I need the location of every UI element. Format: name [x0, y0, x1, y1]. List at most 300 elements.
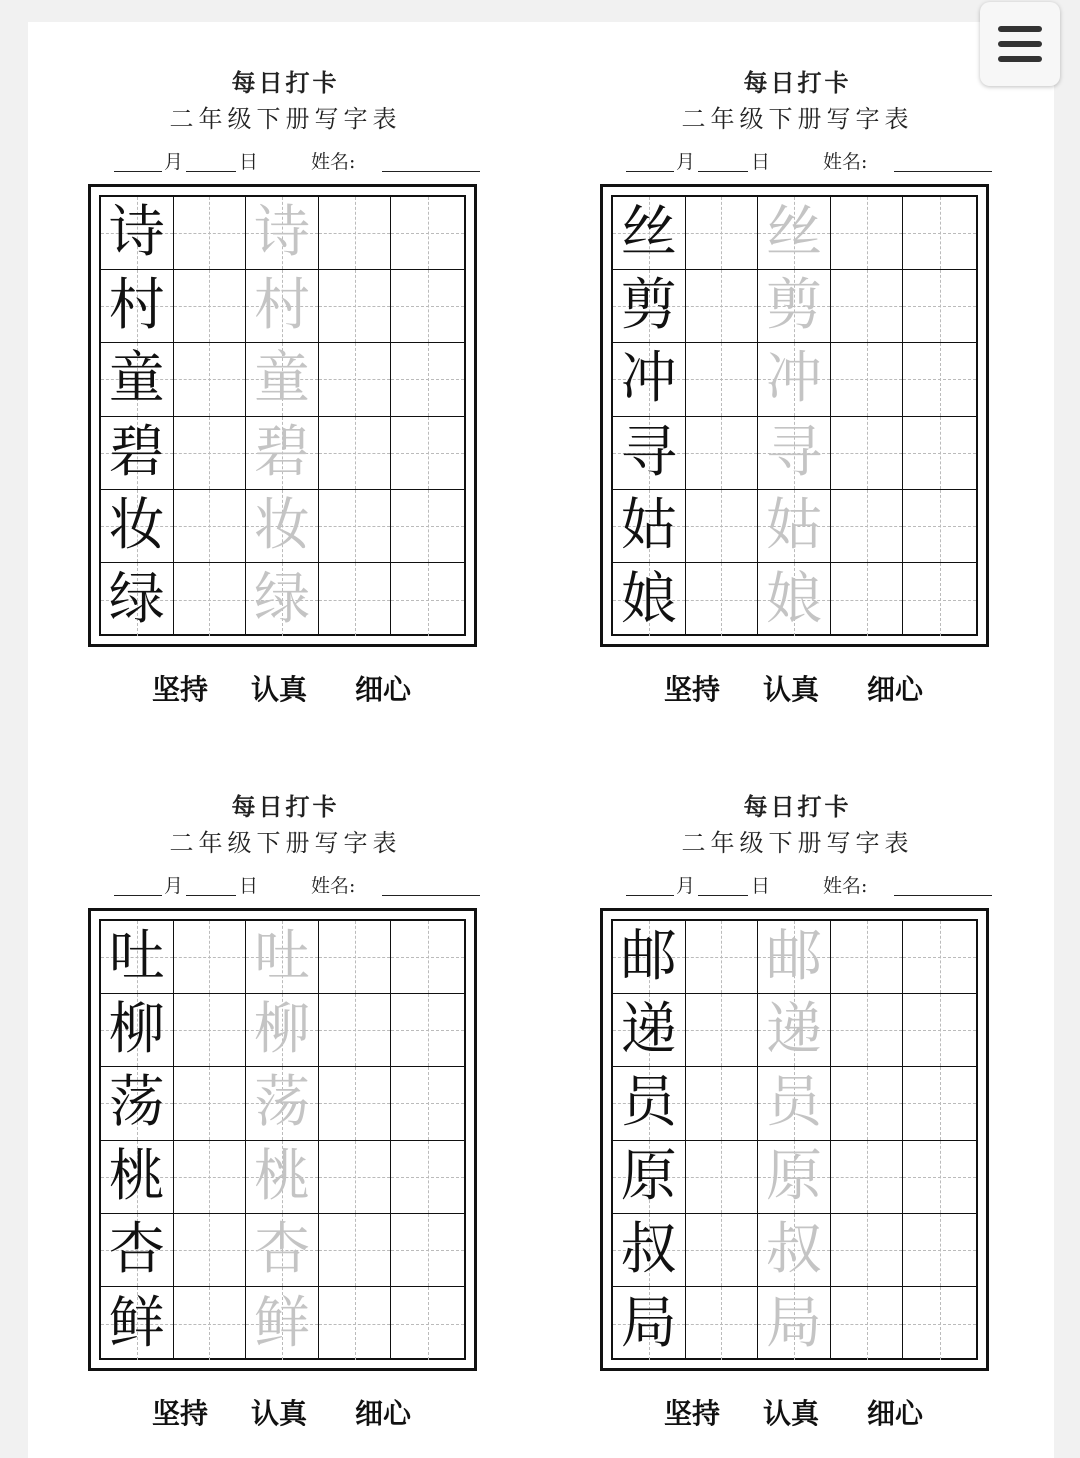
- grid-row: [613, 921, 976, 994]
- grid-cell[interactable]: [758, 1287, 831, 1360]
- model-character: 柳: [108, 997, 165, 1063]
- name-blank[interactable]: [894, 171, 992, 172]
- grid-cell[interactable]: [174, 921, 247, 994]
- writing-grid-inner: [611, 919, 978, 1360]
- guide-line-horizontal: [174, 306, 246, 307]
- motto-word: 坚持: [152, 1397, 209, 1430]
- worksheet-4: [600, 787, 1000, 1437]
- grid-cell[interactable]: [903, 1214, 976, 1287]
- guide-line-horizontal: [391, 1030, 464, 1031]
- guide-line-horizontal: [391, 526, 464, 527]
- grid-cell[interactable]: [391, 994, 464, 1067]
- grid-row: [613, 1214, 976, 1287]
- grid-cell[interactable]: [758, 921, 831, 994]
- grid-cell[interactable]: [101, 1067, 174, 1140]
- guide-line-horizontal: [903, 526, 976, 527]
- grid-cell[interactable]: [391, 1214, 464, 1287]
- grid-cell[interactable]: [903, 994, 976, 1067]
- month-label: 月: [164, 875, 184, 897]
- grid-cell[interactable]: [101, 1141, 174, 1214]
- guide-line-horizontal: [686, 526, 758, 527]
- model-character: 绿: [108, 566, 165, 632]
- grid-row: [613, 1287, 976, 1360]
- grid-cell[interactable]: [831, 563, 904, 636]
- trace-character: 递: [765, 997, 822, 1063]
- grid-cell[interactable]: [903, 1287, 976, 1360]
- motto-line: [660, 668, 960, 704]
- trace-character: 邮: [765, 924, 822, 990]
- guide-line-horizontal: [391, 1103, 464, 1104]
- grid-cell[interactable]: [686, 1067, 759, 1140]
- grid-cell[interactable]: [174, 1067, 247, 1140]
- day-blank[interactable]: [186, 171, 236, 172]
- guide-line-horizontal: [903, 957, 976, 958]
- motto-word: 细心: [867, 1397, 924, 1430]
- trace-character: 柳: [253, 997, 310, 1063]
- grid-cell[interactable]: [758, 1067, 831, 1140]
- grid-cell[interactable]: [319, 921, 392, 994]
- name-label: 姓名:: [311, 151, 356, 173]
- trace-character: 村: [253, 273, 310, 339]
- guide-line-horizontal: [686, 600, 758, 601]
- grid-cell[interactable]: [613, 1214, 686, 1287]
- grid-cell[interactable]: [613, 563, 686, 636]
- grid-cell[interactable]: [686, 1214, 759, 1287]
- grid-cell[interactable]: [613, 417, 686, 490]
- guide-line-horizontal: [831, 1030, 903, 1031]
- trace-character: 叔: [765, 1216, 822, 1282]
- model-character: 娘: [620, 566, 677, 632]
- grid-cell[interactable]: [391, 343, 464, 416]
- guide-line-horizontal: [391, 957, 464, 958]
- grid-row: [101, 921, 464, 994]
- month-label: 月: [164, 151, 184, 173]
- guide-line-horizontal: [391, 600, 464, 601]
- grid-cell[interactable]: [686, 270, 759, 343]
- grid-cell[interactable]: [391, 197, 464, 270]
- guide-line-horizontal: [903, 233, 976, 234]
- model-character: 员: [620, 1070, 677, 1136]
- grid-cell[interactable]: [174, 994, 247, 1067]
- grid-cell[interactable]: [174, 1214, 247, 1287]
- grid-cell[interactable]: [246, 1067, 319, 1140]
- grid-row: [613, 490, 976, 563]
- grid-cell[interactable]: [831, 490, 904, 563]
- grid-cell[interactable]: [391, 490, 464, 563]
- grid-cell[interactable]: [831, 1067, 904, 1140]
- model-character: 碧: [108, 419, 165, 485]
- model-character: 冲: [620, 346, 677, 412]
- grid-cell[interactable]: [319, 1067, 392, 1140]
- guide-line-horizontal: [903, 1177, 976, 1178]
- grid-cell[interactable]: [686, 343, 759, 416]
- grid-cell[interactable]: [246, 1141, 319, 1214]
- guide-line-horizontal: [174, 1250, 246, 1251]
- writing-grid: [600, 184, 989, 647]
- grid-row: [613, 417, 976, 490]
- grid-cell[interactable]: [903, 490, 976, 563]
- guide-line-horizontal: [831, 957, 903, 958]
- grid-cell[interactable]: [319, 1214, 392, 1287]
- guide-line-horizontal: [319, 957, 391, 958]
- grid-cell[interactable]: [758, 417, 831, 490]
- grid-row: [613, 1141, 976, 1214]
- model-character: 叔: [620, 1216, 677, 1282]
- day-label: 日: [751, 151, 771, 173]
- grid-cell[interactable]: [831, 417, 904, 490]
- guide-line-horizontal: [831, 379, 903, 380]
- grid-cell[interactable]: [101, 417, 174, 490]
- guide-line-horizontal: [686, 1103, 758, 1104]
- date-name-line: [114, 871, 484, 901]
- guide-line-horizontal: [319, 379, 391, 380]
- grid-cell[interactable]: [319, 417, 392, 490]
- grid-cell[interactable]: [391, 563, 464, 636]
- grid-cell[interactable]: [246, 921, 319, 994]
- grid-row: [613, 563, 976, 636]
- hamburger-menu-icon: [998, 26, 1042, 32]
- grid-row: [101, 1287, 464, 1360]
- guide-line-horizontal: [391, 306, 464, 307]
- guide-line-horizontal: [903, 306, 976, 307]
- grid-row: [101, 270, 464, 343]
- grid-cell[interactable]: [391, 1067, 464, 1140]
- grid-cell[interactable]: [101, 921, 174, 994]
- trace-character: 娘: [765, 566, 822, 632]
- grid-cell[interactable]: [319, 994, 392, 1067]
- trace-character: 杏: [253, 1216, 310, 1282]
- motto-word: 认真: [763, 1397, 820, 1430]
- guide-line-horizontal: [903, 600, 976, 601]
- grid-cell[interactable]: [174, 1141, 247, 1214]
- grid-cell[interactable]: [246, 343, 319, 416]
- grid-row: [613, 994, 976, 1067]
- grid-cell[interactable]: [613, 1287, 686, 1360]
- grid-cell[interactable]: [174, 417, 247, 490]
- grid-cell[interactable]: [903, 417, 976, 490]
- grid-row: [101, 197, 464, 270]
- grid-cell[interactable]: [686, 1141, 759, 1214]
- grid-cell[interactable]: [101, 270, 174, 343]
- motto-word: 细心: [867, 673, 924, 706]
- grid-cell[interactable]: [831, 994, 904, 1067]
- grid-cell[interactable]: [686, 197, 759, 270]
- grid-cell[interactable]: [613, 343, 686, 416]
- trace-character: 碧: [253, 419, 310, 485]
- guide-line-horizontal: [686, 1177, 758, 1178]
- motto-word: 坚持: [152, 673, 209, 706]
- trace-character: 妆: [253, 492, 310, 558]
- grid-cell[interactable]: [686, 921, 759, 994]
- guide-line-horizontal: [174, 957, 246, 958]
- day-blank[interactable]: [698, 895, 748, 896]
- grid-cell[interactable]: [246, 417, 319, 490]
- day-blank[interactable]: [186, 895, 236, 896]
- worksheet-3: [88, 787, 488, 1437]
- grid-cell[interactable]: [831, 270, 904, 343]
- model-character: 童: [108, 346, 165, 412]
- grid-cell[interactable]: [391, 417, 464, 490]
- grid-row: [101, 343, 464, 416]
- month-blank[interactable]: [626, 171, 674, 172]
- guide-line-horizontal: [686, 1030, 758, 1031]
- motto-word: 认真: [763, 673, 820, 706]
- grid-cell[interactable]: [831, 197, 904, 270]
- grid-cell[interactable]: [686, 1287, 759, 1360]
- grid-cell[interactable]: [246, 1214, 319, 1287]
- sheet-title: 每日打卡: [231, 68, 340, 97]
- guide-line-horizontal: [903, 1250, 976, 1251]
- grid-cell[interactable]: [758, 994, 831, 1067]
- model-character: 邮: [620, 924, 677, 990]
- name-label: 姓名:: [823, 875, 868, 897]
- guide-line-horizontal: [391, 379, 464, 380]
- guide-line-horizontal: [319, 600, 391, 601]
- model-character: 局: [620, 1290, 677, 1356]
- guide-line-horizontal: [319, 526, 391, 527]
- grid-cell[interactable]: [246, 197, 319, 270]
- grid-cell[interactable]: [319, 490, 392, 563]
- guide-line-horizontal: [686, 379, 758, 380]
- guide-line-horizontal: [391, 1177, 464, 1178]
- grid-row: [101, 1067, 464, 1140]
- motto-word: 认真: [251, 673, 308, 706]
- trace-character: 丝: [765, 200, 822, 266]
- grid-cell[interactable]: [686, 490, 759, 563]
- guide-line-horizontal: [174, 1177, 246, 1178]
- grid-cell[interactable]: [758, 490, 831, 563]
- model-character: 桃: [108, 1143, 165, 1209]
- motto-word: 坚持: [664, 673, 721, 706]
- hamburger-menu-icon-bar: [998, 41, 1042, 47]
- writing-grid-inner: [99, 195, 466, 636]
- grid-cell[interactable]: [686, 417, 759, 490]
- trace-character: 冲: [765, 346, 822, 412]
- grid-cell[interactable]: [174, 270, 247, 343]
- grid-cell[interactable]: [246, 490, 319, 563]
- sheet-subtitle: 二年级下册写字表: [169, 105, 402, 133]
- grid-cell[interactable]: [613, 197, 686, 270]
- guide-line-horizontal: [831, 1324, 903, 1325]
- grid-cell[interactable]: [831, 343, 904, 416]
- sheet-title: 每日打卡: [743, 68, 852, 97]
- grid-cell[interactable]: [758, 1214, 831, 1287]
- model-character: 姑: [620, 492, 677, 558]
- worksheet-2: [600, 63, 1000, 713]
- guide-line-horizontal: [686, 1250, 758, 1251]
- grid-cell[interactable]: [758, 197, 831, 270]
- trace-character: 鲜: [253, 1290, 310, 1356]
- grid-cell[interactable]: [101, 1287, 174, 1360]
- name-blank[interactable]: [894, 895, 992, 896]
- guide-line-horizontal: [903, 1103, 976, 1104]
- grid-cell[interactable]: [174, 1287, 247, 1360]
- guide-line-horizontal: [686, 233, 758, 234]
- model-character: 妆: [108, 492, 165, 558]
- grid-cell[interactable]: [831, 1214, 904, 1287]
- grid-cell[interactable]: [101, 343, 174, 416]
- guide-line-horizontal: [831, 453, 903, 454]
- grid-cell[interactable]: [613, 921, 686, 994]
- motto-line: [148, 668, 448, 704]
- model-character: 原: [620, 1143, 677, 1209]
- guide-line-horizontal: [174, 1324, 246, 1325]
- grid-row: [101, 490, 464, 563]
- grid-row: [613, 197, 976, 270]
- name-blank[interactable]: [382, 895, 480, 896]
- writing-grid: [88, 184, 477, 647]
- motto-line: [148, 1392, 448, 1428]
- grid-row: [101, 1141, 464, 1214]
- grid-cell[interactable]: [903, 921, 976, 994]
- model-character: 荡: [108, 1070, 165, 1136]
- grid-cell[interactable]: [831, 1287, 904, 1360]
- guide-line-horizontal: [319, 306, 391, 307]
- guide-line-horizontal: [831, 1177, 903, 1178]
- grid-cell[interactable]: [101, 994, 174, 1067]
- name-label: 姓名:: [311, 875, 356, 897]
- date-name-line: [114, 147, 484, 177]
- grid-cell[interactable]: [101, 197, 174, 270]
- motto-line: [660, 1392, 960, 1428]
- trace-character: 吐: [253, 924, 310, 990]
- trace-character: 姑: [765, 492, 822, 558]
- grid-cell[interactable]: [391, 270, 464, 343]
- writing-grid: [88, 908, 477, 1371]
- guide-line-horizontal: [174, 233, 246, 234]
- grid-cell[interactable]: [903, 270, 976, 343]
- guide-line-horizontal: [319, 233, 391, 234]
- grid-cell[interactable]: [613, 1067, 686, 1140]
- guide-line-horizontal: [319, 453, 391, 454]
- grid-cell[interactable]: [391, 921, 464, 994]
- day-blank[interactable]: [698, 171, 748, 172]
- trace-character: 剪: [765, 273, 822, 339]
- grid-cell[interactable]: [319, 1287, 392, 1360]
- guide-line-horizontal: [903, 453, 976, 454]
- grid-cell[interactable]: [174, 197, 247, 270]
- guide-line-horizontal: [903, 1030, 976, 1031]
- guide-line-horizontal: [831, 600, 903, 601]
- trace-character: 童: [253, 346, 310, 412]
- grid-cell[interactable]: [903, 1141, 976, 1214]
- grid-cell[interactable]: [903, 1067, 976, 1140]
- guide-line-horizontal: [174, 379, 246, 380]
- grid-cell[interactable]: [101, 490, 174, 563]
- grid-cell[interactable]: [391, 1141, 464, 1214]
- day-label: 日: [239, 875, 259, 897]
- grid-cell[interactable]: [246, 563, 319, 636]
- grid-cell[interactable]: [391, 1287, 464, 1360]
- guide-line-horizontal: [831, 1103, 903, 1104]
- grid-cell[interactable]: [686, 563, 759, 636]
- guide-line-horizontal: [391, 453, 464, 454]
- guide-line-horizontal: [319, 1324, 391, 1325]
- grid-cell[interactable]: [831, 921, 904, 994]
- trace-character: 寻: [765, 419, 822, 485]
- trace-character: 原: [765, 1143, 822, 1209]
- guide-line-horizontal: [686, 957, 758, 958]
- guide-line-horizontal: [831, 306, 903, 307]
- grid-row: [613, 343, 976, 416]
- grid-cell[interactable]: [613, 1141, 686, 1214]
- sheet-title: 每日打卡: [231, 792, 340, 821]
- model-character: 丝: [620, 200, 677, 266]
- grid-cell[interactable]: [831, 1141, 904, 1214]
- guide-line-horizontal: [686, 1324, 758, 1325]
- month-blank[interactable]: [626, 895, 674, 896]
- grid-cell[interactable]: [613, 490, 686, 563]
- name-label: 姓名:: [823, 151, 868, 173]
- grid-cell[interactable]: [319, 197, 392, 270]
- grid-cell[interactable]: [319, 270, 392, 343]
- grid-cell[interactable]: [613, 994, 686, 1067]
- month-blank[interactable]: [114, 171, 162, 172]
- guide-line-horizontal: [319, 1103, 391, 1104]
- grid-cell[interactable]: [101, 1214, 174, 1287]
- month-label: 月: [676, 875, 696, 897]
- guide-line-horizontal: [174, 600, 246, 601]
- trace-character: 局: [765, 1290, 822, 1356]
- grid-cell[interactable]: [319, 563, 392, 636]
- model-character: 剪: [620, 273, 677, 339]
- motto-word: 细心: [355, 1397, 412, 1430]
- trace-character: 员: [765, 1070, 822, 1136]
- grid-cell[interactable]: [686, 994, 759, 1067]
- grid-cell[interactable]: [758, 1141, 831, 1214]
- grid-cell[interactable]: [174, 343, 247, 416]
- grid-row: [101, 1214, 464, 1287]
- grid-cell[interactable]: [903, 197, 976, 270]
- guide-line-horizontal: [174, 1103, 246, 1104]
- grid-cell[interactable]: [319, 1141, 392, 1214]
- guide-line-horizontal: [686, 453, 758, 454]
- grid-row: [101, 417, 464, 490]
- grid-cell[interactable]: [246, 270, 319, 343]
- grid-row: [613, 1067, 976, 1140]
- guide-line-horizontal: [391, 1250, 464, 1251]
- guide-line-horizontal: [831, 526, 903, 527]
- sheet-subtitle: 二年级下册写字表: [681, 829, 914, 857]
- day-label: 日: [239, 151, 259, 173]
- grid-cell[interactable]: [613, 270, 686, 343]
- grid-cell[interactable]: [758, 270, 831, 343]
- grid-cell[interactable]: [174, 490, 247, 563]
- grid-cell[interactable]: [319, 343, 392, 416]
- grid-cell[interactable]: [903, 343, 976, 416]
- grid-cell[interactable]: [246, 994, 319, 1067]
- motto-word: 坚持: [664, 1397, 721, 1430]
- model-character: 鲜: [108, 1290, 165, 1356]
- grid-cell[interactable]: [101, 563, 174, 636]
- grid-cell[interactable]: [174, 563, 247, 636]
- grid-cell[interactable]: [758, 563, 831, 636]
- month-blank[interactable]: [114, 895, 162, 896]
- guide-line-horizontal: [174, 453, 246, 454]
- guide-line-horizontal: [391, 233, 464, 234]
- grid-cell[interactable]: [903, 563, 976, 636]
- date-name-line: [626, 147, 996, 177]
- trace-character: 绿: [253, 566, 310, 632]
- guide-line-horizontal: [831, 233, 903, 234]
- model-character: 吐: [108, 924, 165, 990]
- sheet-subtitle: 二年级下册写字表: [681, 105, 914, 133]
- grid-cell[interactable]: [246, 1287, 319, 1360]
- writing-grid-inner: [99, 919, 466, 1360]
- grid-cell[interactable]: [758, 343, 831, 416]
- name-blank[interactable]: [382, 171, 480, 172]
- motto-word: 细心: [355, 673, 412, 706]
